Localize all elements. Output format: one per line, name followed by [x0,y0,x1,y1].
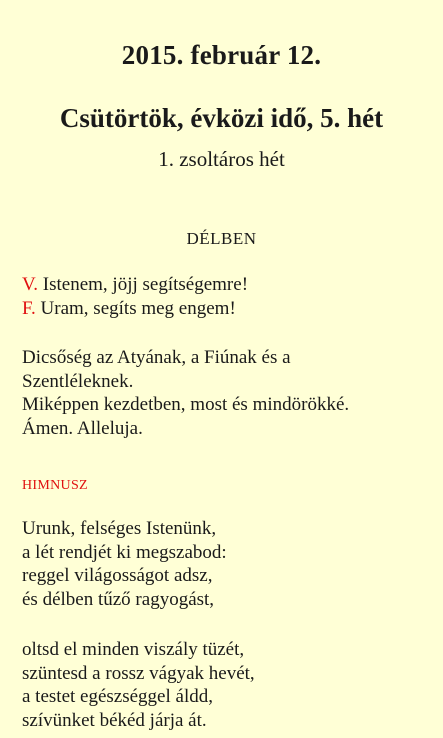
hymn-line: szüntesd a rossz vágyak hevét, [22,662,255,684]
hymn-line: a testet egészséggel áldd, [22,686,213,707]
opening-versicle [22,273,248,320]
hymn-line: szívünket békéd járja át. [22,709,207,731]
hymn-heading: HIMNUSZ [22,478,88,493]
versicle-line [22,273,248,297]
hymn-line: reggel világosságot adsz, [22,565,213,586]
hymn-line: a lét rendjét ki megszabod: [22,541,227,563]
versicle-text: Istenem, jöjj segítségemre! [38,274,249,295]
versicle-marker: V. [22,274,39,295]
hymn-line: és délben tűző ragyogást, [22,588,215,610]
liturgical-day-title: Csütörtök, évközi idő, 5. hét [59,103,384,133]
response-marker: F. [22,297,36,319]
doxology-line: Dicsőség az Atyának, a Fiúnak és a [22,347,291,368]
response-line [22,297,248,321]
doxology-line: Ámen. Alleluja. [22,417,143,439]
response-text: Uram, segíts meg engem! [35,297,236,319]
hour-heading: DÉLBEN [186,229,257,248]
date-title: 2015. február 12. [121,40,322,70]
hymn-line: oltsd el minden viszály tüzét, [22,639,245,660]
hymn-line: Urunk, felséges Istenünk, [22,518,217,539]
doxology-line: Szentléleknek. [22,370,134,392]
psalter-week-subtitle: 1. zsoltáros hét [158,147,285,171]
hymn-stanza-1 [22,517,227,611]
doxology-line: Miképpen kezdetben, most és mindörökké. [22,394,350,415]
hymn-stanza-2 [22,638,255,732]
doxology [22,346,349,440]
